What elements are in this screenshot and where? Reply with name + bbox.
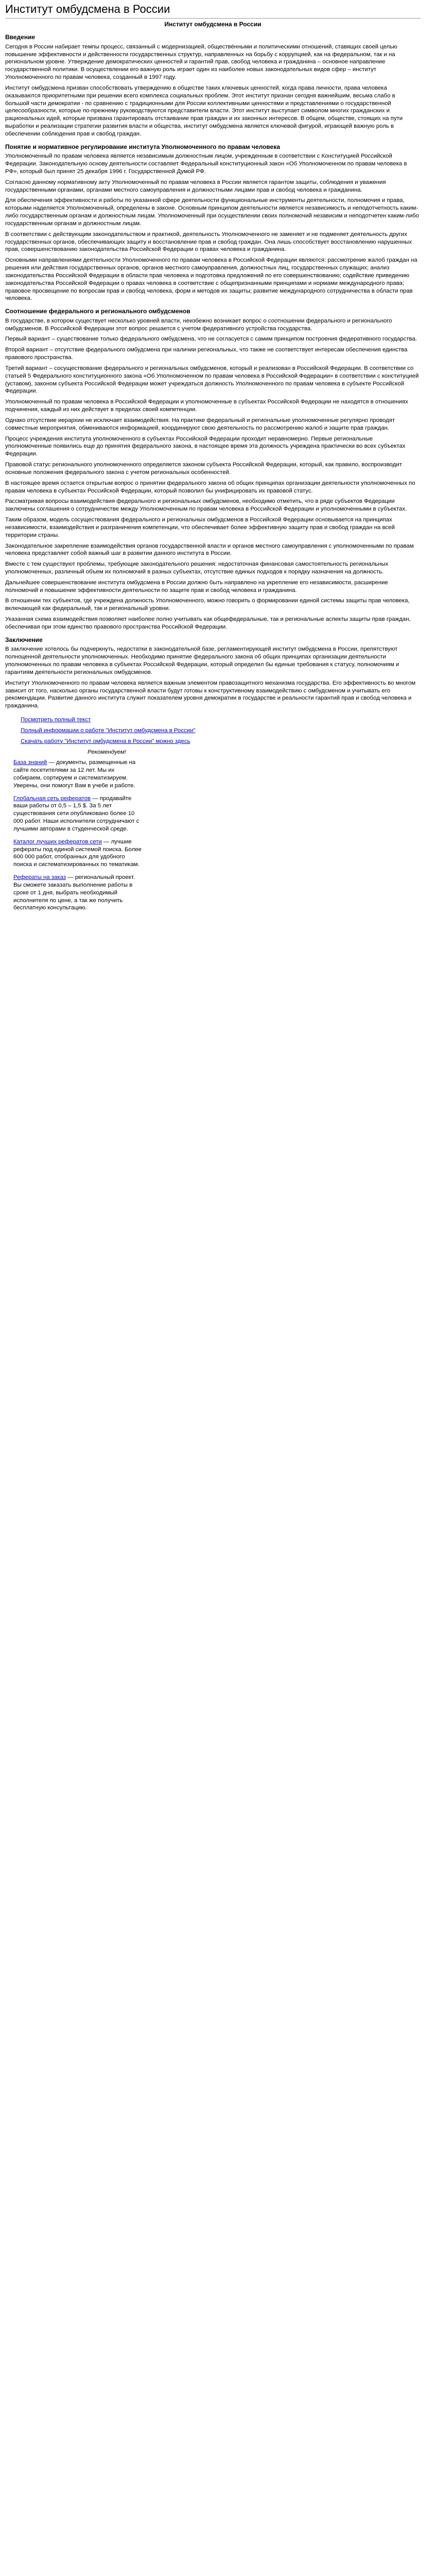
ad-text: — региональный проект. Вы сможете заказать выполнение работы в сроке от 1 дня, выбрать необходимый исполнителя по цене, а так же получить бесплатную консультацию. [13,874,135,911]
document-title: Институт омбудсмена в России [164,20,261,28]
paragraph: Рассматривая вопросы взаимодействия федерального и региональных омбудсменов, необходимо отметить, что в ряде субъектов Федерации заключены соглашения о сотрудничестве между Уполномоченным по правам человека в Российской Федерации и уполномоченными в субъектах. [5,498,407,513]
paragraph: Вместе с тем существуют проблемы, требующие законодательного решения: недостаточная финансовая самостоятельность региональных уполномоченных, различный объем их полномочий в разных субъектах, отсутствие единых подходов к порядку назначения на должность. [5,561,389,575]
ad-item [13,795,142,833]
work-link[interactable]: Скачать работу "Институт омбудсмена в России" можно здесь [21,738,190,744]
work-link[interactable]: Посмотреть полный текст [21,717,91,723]
document-body [5,33,421,710]
ad-item [13,759,142,789]
paragraph: В отношении тех субъектов, где учреждена должность Уполномоченного, можно говорить о формировании единой системы защиты прав человека, включающей как федеральный, так и региональный уровни. [5,598,410,612]
work-link[interactable]: Полный информации о работе "Институт омбудсмена в России" [21,727,196,734]
ad-text: — документы, размещенные на сайте посетителями за 12 лет. Мы их собираем, сортируем и систематизируем. Уверены, они помогут Вам в учебе и работе. [13,759,136,789]
paragraph: В настоящее время остается открытым вопрос о принятии федерального закона об общих принципах организации деятельности уполномоченных по правам человека в субъектах Российской Федерации, который позволил бы унифицировать их правовой статус. [5,480,415,494]
paragraph: Второй вариант – отсутствие федерального омбудсмена при наличии региональных, что также не соответствует интересам обеспечения единства правового пространства. [5,347,408,361]
paragraph: Указанная схема взаимодействия позволяет наиболее полно учитывать как общефедеральные, так и региональные аспекты защиты прав граждан, обеспечивая при этом единство правового пространства Российской Федерации. [5,616,411,630]
paragraph: Для обеспечения эффективности и работы по указанной сфере деятельности функциональные инструменты деятельности, полномочия и права, которыми наделяется Уполномоченный, определены в законе. Основным принципом деятельности является независимость и неподотчетность каким-либо государственным органам и должностным лицам. Уполномоченный при осуществлении своих полномочий независим и неподотчетен каким-либо государственным органам и должностным лицам. [5,197,419,227]
ad-link[interactable]: Каталог лучших рефератов сети [13,838,102,845]
paragraph: Институт омбудсмена призван способствовать утверждению в обществе таких ключевых ценностей, когда права личности, права человека оказываются приоритетными при решении всего комплекса социальных проблем. Этот институт признан сегодня важнейшим, весьма слабо в большой части демократии - по сравнению с традиционными для России коллективными ценностями и представлениями о государственной целесообразности, которые по-прежнему руководствуются представители власти. Этот институт выступает символом многих гражданских и рациональных идей, которые призвана гарантировать отстаивание прав граждан и их законных интересов. В общем, обществе, стоящих на пути выработки и реализации стратегии развития власти и общества, институт омбудсмена является ключевой фигурой, играющей важную роль в обеспечении соблюдения прав и свобод граждан. [5,84,403,137]
ad-link[interactable]: База знаний [13,759,47,766]
ad-link[interactable]: Глобальная сеть рефератов [13,795,91,802]
recommend-label: Рекомендуем! [88,749,126,755]
paragraph: Уполномоченный по правам человека является независимым должностным лицом, учрежденным в соответствии с Конституцией Российской Федерации. Законодательную основу деятельности составляет Федеральный конституционный закон «Об Уполномоченном по правам человека в РФ», который был принят 25 декабря 1996 г. Государственной Думой РФ. [5,153,407,175]
list-item [21,738,421,745]
list-item [21,716,421,724]
paragraph: Согласно данному нормативному акту Уполномоченный по правам человека в России является гарантом защиты, соблюдения и уважения государственными органами, органами местного самоуправления и должностными лицами прав и свобод человека и гражданина. [5,179,386,193]
paragraph: Первый вариант – существование только федерального омбудсмена, что не согласуется с самим принципом построения федеративного государства. [5,336,417,343]
paragraph: Уполномоченный по правам человека в Российской Федерации и уполномоченные в субъектах Российской Федерации не находятся в отношениях подчинения, каждый из них действует в пределах своей компетенции. [5,399,408,413]
paragraph: Третий вариант – сосуществование федерального и региональных омбудсменов, который и реализован в Российской Федерации. В соответствии со статьей 5 Федерального конституционного закона «Об Уполномоченном по правам человека в Российской Федерации» в соответствии с конституцией (уставом), законом субъекта Российской Федерации может учреждаться должность Уполномоченного по правам человека в субъекте Российской Федерации. [5,365,419,395]
ad-text: — продавайте ваши работы от 0,5 – 1,5 $. За 5 лет существования сети опубликовано более 10 000 работ. Наши исполнители сотрудничают с лучшими авторами в студенческой среде. [13,795,139,832]
paragraph: В соответствии с действующим законодательством и практикой, деятельность Уполномоченного не заменяет и не подменяет деятельность других государственных органов, обеспечивающих защиту и восстановление прав и свобод граждан. Она лишь способствует восстановлению нарушенных прав, совершенствованию законодательства Российской Федерации о правах человека и гражданина. [5,231,412,253]
ad-item [13,838,142,869]
ads-block [13,759,142,912]
paragraph: Сегодня в России набирает темпы процесс, связанный с модернизацией, обществе́нными и политическими отношений, ставящих своей целью повышение эффективности и действенности государственных структур, направленных на борьбу с коррупцией, как на федеральном, так и на региональном уровне. Утверждение демократических ценностей и гарантий прав, свобод человека и гражданина – основное направление государственной политики. В осуществлении его важную роль играет один из наиболее новых законодательных видов сфер – институт Уполномоченного по правам человека, созданный в 1997 году. [5,43,397,81]
paragraph: Правовой статус регионального уполномоченного определяется законом субъекта Российской Федерации, который, как правило, воспроизводит основные положения федерального закона с учетом региональных особенностей. [5,462,402,476]
paragraph: В государстве, в котором существует несколько уровней власти, неизбежно возникает вопрос о соотношении федерального и регионального омбудсменов. В Российской Федерации этот вопрос решается с учетом федеративного устройства государства. [5,317,392,332]
work-links [21,716,421,745]
section-heading: Соотношение федерального и регионального омбудсменов [5,308,190,315]
paragraph: Законодательное закрепление взаимодействия органов государственной власти и органов местного самоуправления с уполномоченными по правам человека представляет собой важный шаг в развитии данного института в России. [5,543,414,557]
paragraph: В заключение хотелось бы подчеркнуть, недостатки в законодательной базе, регламентирующей институт омбудсмена в России, препятствуют полноценной деятельности уполномоченных. Необходимо принятие федерального закона об общих принципах организации деятельности уполномоченных по правам человека в субъектах Российской Федерации, который определил бы единые требования к статусу, полномочиям и гарантиям деятельности региональных омбудсменов. [5,646,399,675]
footer [5,716,421,912]
paragraph: Однако отсутствие иерархии не исключает взаимодействия. На практике федеральный и региональные уполномоченные регулярно проводят совместные мероприятия, обмениваются информацией, координируют свою деятельность по рассмотрению жалоб и защите прав граждан. [5,417,395,431]
ad-text: — лучшие рефераты под единой системой поиска. Более 600 000 работ, отобранных для удобного поиска и систематизированных по тематикам. [13,838,142,868]
section-heading: Заключение [5,636,43,643]
paragraph: Основными направлениями деятельности Уполномоченного по правам человека в Российской Федерации являются: рассмотрение жалоб граждан на решения или действия государственных органов, органов местного самоуправления, должностных лиц, государственных служащих; анализ законодательства Российской Федерации в области прав человека и подготовка предложений по его совершенствованию; содействие приведению законодательства Российской Федерации о правах человека в соответствие с общепризнанными принципами и нормами международного права; правовое просвещение по вопросам прав и свобод человека, форм и методов их защиты; развитие международного сотрудничества в области прав человека. [5,257,417,302]
list-item [21,727,421,735]
ad-link[interactable]: Рефераты на заказ [13,874,66,881]
divider [5,18,421,19]
paragraph: Институт Уполномоченного по правам человека является важным элементом правозащитного механизма государства. Его эффективность во многом зависит от того, насколько органы государственной власти будут готовы к конструктивному взаимодействию с омбудсменом и учитывать его рекомендации. Развитие данного института служит показателем уровня демократии в государстве и реальности гарантий прав и свобод человека и гражданина. [5,680,416,709]
section-heading: Понятие и нормативное регулирование института Уполномоченного по правам человека [5,143,280,150]
ad-item [13,874,142,912]
section-heading: Введение [5,33,36,41]
site-title: Институт омбудсмена в России [5,3,170,15]
paragraph: Процесс учреждения института уполномоченного в субъектах Российской Федерации проходит неравномерно. Первые региональные уполномоченные появились еще до принятия федерального закона, в настоящее время эта должность учреждена практически во всех субъектах Федерации. [5,435,406,457]
page [0,0,426,927]
paragraph: Таким образом, модель сосуществования федерального и региональных омбудсменов в Российской Федерации основывается на принципах независимости, взаимодействия и разграничения компетенции, что обеспечивает более эффективную защиту прав и свобод граждан на всей территории страны. [5,517,395,538]
paragraph: Дальнейшее совершенствование института омбудсмена в России должно быть направлено на укрепление его независимости, расширение полномочий и повышение эффективности деятельности по защите прав и свобод человека и гражданина. [5,579,388,594]
